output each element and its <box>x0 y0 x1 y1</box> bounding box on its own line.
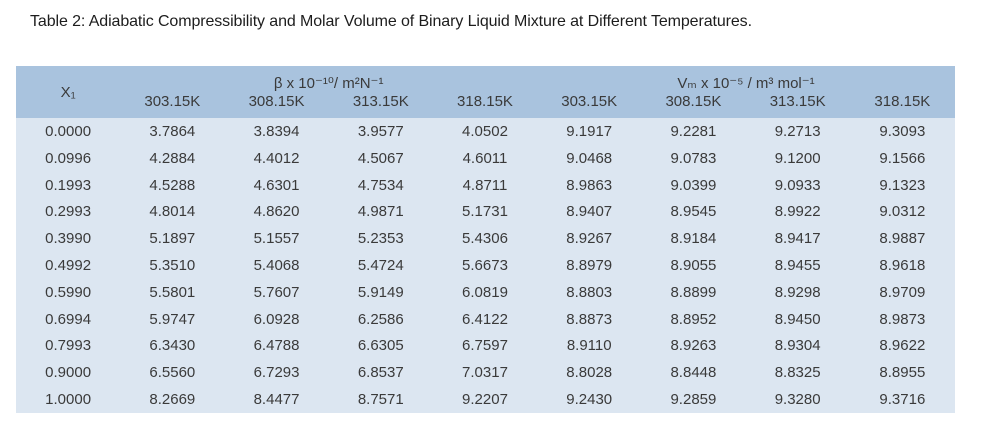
table-cell: 8.8952 <box>641 306 745 333</box>
table-cell: 5.4068 <box>224 252 328 279</box>
table-cell: 5.1731 <box>433 198 537 225</box>
table-cell: 0.5990 <box>16 279 120 306</box>
column-header-beta-303: 303.15K <box>120 93 224 118</box>
table-cell: 8.9110 <box>537 333 641 360</box>
table-cell: 9.1200 <box>746 145 850 172</box>
table-cell: 4.4012 <box>224 145 328 172</box>
table-header <box>16 66 955 118</box>
table-row <box>16 333 955 360</box>
table-row <box>16 172 955 199</box>
table-cell: 4.8620 <box>224 198 328 225</box>
table-cell: 9.0933 <box>746 172 850 199</box>
table-row <box>16 198 955 225</box>
table-cell: 8.9545 <box>641 198 745 225</box>
table-cell: 6.8537 <box>329 359 433 386</box>
table-cell: 9.1917 <box>537 118 641 145</box>
table-cell: 5.5801 <box>120 279 224 306</box>
table-cell: 8.9407 <box>537 198 641 225</box>
column-header-vm-318: 318.15K <box>850 93 955 118</box>
table-cell: 5.2353 <box>329 225 433 252</box>
table-cell: 6.7597 <box>433 333 537 360</box>
table-cell: 3.7864 <box>120 118 224 145</box>
data-table <box>16 66 955 413</box>
column-header-beta-313: 313.15K <box>329 93 433 118</box>
table-row <box>16 118 955 145</box>
table-cell: 8.8899 <box>641 279 745 306</box>
table-cell: 9.2713 <box>746 118 850 145</box>
table-cell: 0.1993 <box>16 172 120 199</box>
table-cell: 9.2207 <box>433 386 537 413</box>
table-cell: 5.4306 <box>433 225 537 252</box>
table-cell: 0.4992 <box>16 252 120 279</box>
table-cell: 9.1323 <box>850 172 955 199</box>
table-cell: 8.9622 <box>850 333 955 360</box>
table-cell: 6.0819 <box>433 279 537 306</box>
table-cell: 8.9417 <box>746 225 850 252</box>
table-row <box>16 252 955 279</box>
column-header-x1: X₁ <box>16 66 120 118</box>
table-cell: 9.3280 <box>746 386 850 413</box>
table-cell: 8.9455 <box>746 252 850 279</box>
column-header-beta-318: 318.15K <box>433 93 537 118</box>
table-cell: 6.6305 <box>329 333 433 360</box>
table-cell: 9.0312 <box>850 198 955 225</box>
table-cell: 8.9709 <box>850 279 955 306</box>
table-cell: 8.2669 <box>120 386 224 413</box>
table-cell: 0.6994 <box>16 306 120 333</box>
table-cell: 6.3430 <box>120 333 224 360</box>
table-cell: 9.3716 <box>850 386 955 413</box>
table-cell: 9.0783 <box>641 145 745 172</box>
table-cell: 8.8448 <box>641 359 745 386</box>
table-cell: 5.9149 <box>329 279 433 306</box>
table-cell: 4.6011 <box>433 145 537 172</box>
table-cell: 0.3990 <box>16 225 120 252</box>
table-cell: 5.4724 <box>329 252 433 279</box>
table-row <box>16 359 955 386</box>
table-cell: 4.8711 <box>433 172 537 199</box>
table-cell: 0.7993 <box>16 333 120 360</box>
header-row-temperatures <box>16 93 955 118</box>
table-cell: 6.0928 <box>224 306 328 333</box>
table-cell: 8.9873 <box>850 306 955 333</box>
table-row <box>16 145 955 172</box>
table-cell: 9.2859 <box>641 386 745 413</box>
table-cell: 8.9298 <box>746 279 850 306</box>
table-row <box>16 386 955 413</box>
table-cell: 6.7293 <box>224 359 328 386</box>
table-cell: 8.9618 <box>850 252 955 279</box>
table-cell: 9.1566 <box>850 145 955 172</box>
column-group-beta: β x 10⁻¹⁰/ m²N⁻¹ <box>120 66 537 93</box>
table-cell: 4.8014 <box>120 198 224 225</box>
table-cell: 6.4122 <box>433 306 537 333</box>
table-cell: 8.8803 <box>537 279 641 306</box>
table-cell: 8.8979 <box>537 252 641 279</box>
table-body <box>16 118 955 413</box>
table-cell: 4.6301 <box>224 172 328 199</box>
column-group-vm: Vₘ x 10⁻⁵ / m³ mol⁻¹ <box>537 66 955 93</box>
table-cell: 6.4788 <box>224 333 328 360</box>
table-cell: 8.9863 <box>537 172 641 199</box>
table-row <box>16 225 955 252</box>
table-cell: 8.8028 <box>537 359 641 386</box>
table-row <box>16 279 955 306</box>
table-cell: 9.3093 <box>850 118 955 145</box>
table-cell: 5.3510 <box>120 252 224 279</box>
table-cell: 4.7534 <box>329 172 433 199</box>
table-cell: 8.8873 <box>537 306 641 333</box>
table-cell: 4.0502 <box>433 118 537 145</box>
table-cell: 4.5067 <box>329 145 433 172</box>
table-cell: 1.0000 <box>16 386 120 413</box>
table-cell: 5.1897 <box>120 225 224 252</box>
table-cell: 5.9747 <box>120 306 224 333</box>
table-cell: 8.8325 <box>746 359 850 386</box>
table-cell: 8.9922 <box>746 198 850 225</box>
table-cell: 5.1557 <box>224 225 328 252</box>
table-cell: 6.5560 <box>120 359 224 386</box>
table-cell: 8.9184 <box>641 225 745 252</box>
column-header-vm-313: 313.15K <box>746 93 850 118</box>
table-cell: 8.9263 <box>641 333 745 360</box>
table-caption: Table 2: Adiabatic Compressibility and Molar Volume of Binary Liquid Mixture at Different Temperatures. <box>30 13 752 30</box>
table-cell: 9.0468 <box>537 145 641 172</box>
header-row-groups <box>16 66 955 93</box>
table-cell: 0.0000 <box>16 118 120 145</box>
table-cell: 8.4477 <box>224 386 328 413</box>
table-cell: 9.2430 <box>537 386 641 413</box>
table-cell: 4.2884 <box>120 145 224 172</box>
table-row <box>16 306 955 333</box>
table-cell: 5.6673 <box>433 252 537 279</box>
table-cell: 9.0399 <box>641 172 745 199</box>
table-cell: 4.5288 <box>120 172 224 199</box>
table-cell: 3.9577 <box>329 118 433 145</box>
table-cell: 8.7571 <box>329 386 433 413</box>
column-header-vm-308: 308.15K <box>641 93 745 118</box>
table-cell: 5.7607 <box>224 279 328 306</box>
table-cell: 8.9450 <box>746 306 850 333</box>
table-cell: 8.9267 <box>537 225 641 252</box>
table-cell: 6.2586 <box>329 306 433 333</box>
table-cell: 3.8394 <box>224 118 328 145</box>
table-cell: 8.9887 <box>850 225 955 252</box>
table-cell: 7.0317 <box>433 359 537 386</box>
table-cell: 8.9304 <box>746 333 850 360</box>
table-cell: 0.9000 <box>16 359 120 386</box>
table-cell: 8.9055 <box>641 252 745 279</box>
table-cell: 8.8955 <box>850 359 955 386</box>
table-cell: 0.0996 <box>16 145 120 172</box>
table-cell: 9.2281 <box>641 118 745 145</box>
table-cell: 4.9871 <box>329 198 433 225</box>
table-cell: 0.2993 <box>16 198 120 225</box>
column-header-beta-308: 308.15K <box>224 93 328 118</box>
column-header-vm-303: 303.15K <box>537 93 641 118</box>
